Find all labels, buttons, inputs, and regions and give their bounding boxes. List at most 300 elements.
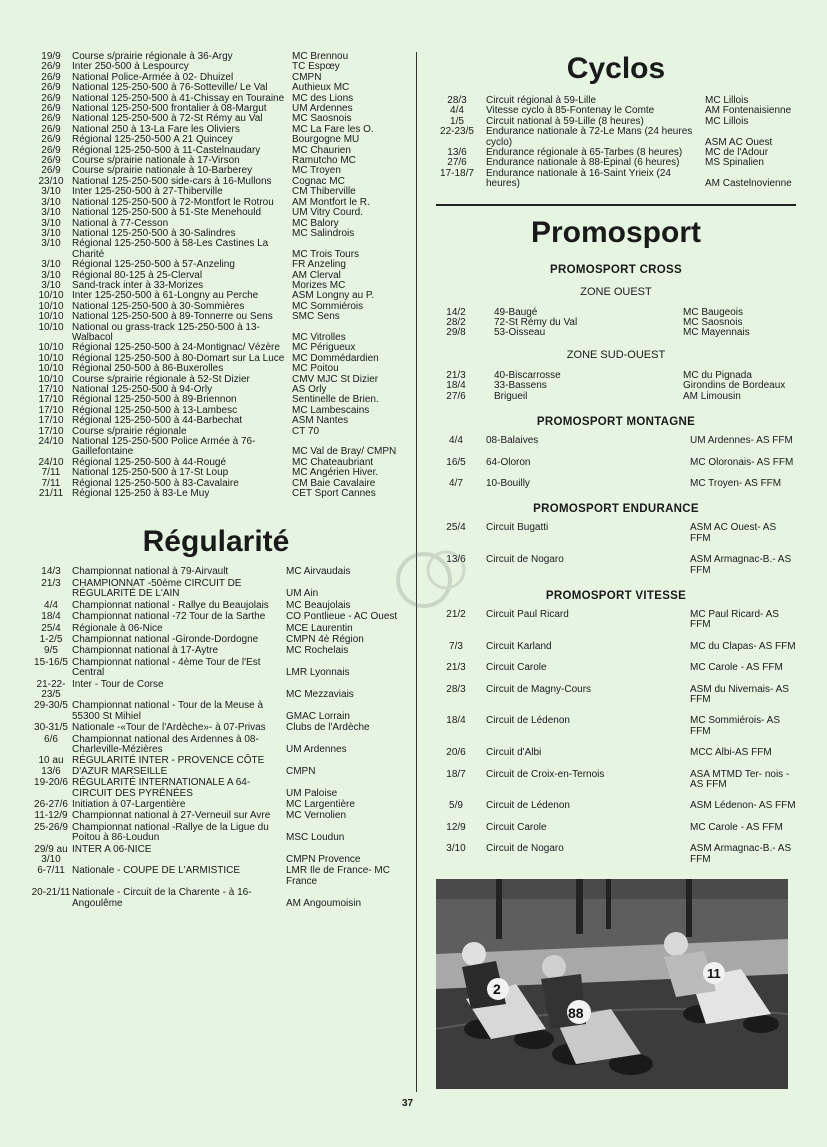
event-club: Authieux MC [292,82,350,94]
event-description: Course s/prairie nationale à 17-Virson [72,155,240,167]
event-club: MC Baugeois [683,306,744,318]
event-description: Inter 250-500 à Lespourcy [72,61,189,73]
event-description: Circuit de Nogaro [486,843,564,855]
event-club: ASM Armagnac-B.- AS FFM [690,843,792,865]
event-date: 3/10 [446,843,466,855]
event-description: National 125-250-500 à 94-Orly [72,384,213,395]
event-description: Championnat national -Gironde-Dordogne [72,633,259,645]
promosport-row [436,392,796,402]
event-description: Régional 125-250-500 à 58-Les Castines La Charité [72,238,269,260]
event-date: 24/10 [38,456,64,468]
event-club: Morizes MC [292,279,346,291]
event-date: 10/10 [38,373,64,385]
event-date: 19-20/6 [34,777,68,789]
event-date: 26/9 [41,103,61,115]
event-date: 26/9 [41,155,61,167]
event-date: 14/2 [446,306,466,318]
promosport-row [436,610,796,631]
vitesse-list [436,610,796,865]
event-description: National 125-250-500 à 72-St Rémy au Val [72,113,263,125]
event-date: 24/10 [38,436,64,448]
event-date: 27/6 [446,390,466,402]
event-description: Inter 125-250-500 à 27-Thiberville [72,186,223,198]
event-date: 29/9 au 3/10 [34,843,68,866]
event-club: Bourgogne MU [292,134,360,146]
promosport-row [436,328,796,338]
event-description: National 125-250-500 à 89-Tonnerre ou Sens [72,311,273,323]
course-row [30,239,402,260]
regularite-row [30,888,402,909]
promosport-title: Promosport [530,215,701,249]
event-description: Régional 125-250-500 à 13-Lambesc [72,404,238,416]
event-club: Ramutcho MC [292,155,356,167]
event-description: National 125-250-500 side-cars à 16-Mullons [72,175,272,187]
event-club: AM Clerval [292,269,341,281]
event-club: MC Val de Bray/ CMPN [292,446,397,458]
courses-list [30,52,402,499]
regularite-row [30,567,402,577]
event-description: Nationale -«Tour de l'Ardèche»- à 07-Privas [72,722,266,734]
event-date: 10/10 [38,321,64,333]
regularite-row [30,579,402,600]
event-club: MC Troyen [292,165,341,177]
event-description: Circuit Carole [486,662,547,674]
event-description: Circuit national à 59-Lille (8 heures) [486,115,644,127]
event-description: Course s/prairie régionale [72,425,187,437]
event-description: Vitesse cyclo à 85-Fontenay le Comte [486,105,655,117]
event-date: 3/10 [41,207,61,219]
promosport-row [436,663,796,673]
event-club: AM Angoumoisin [286,897,362,909]
event-date: 21/3 [41,577,61,589]
event-date: 21/2 [446,608,466,620]
event-club: MC Mayennais [683,327,750,339]
event-description: Championnat national à 17-Aytre [72,645,219,657]
event-description: Régional 125-250-500 à 24-Montignac/ Vézère [72,342,280,354]
regularite-row [30,845,402,866]
event-date: 6-7/11 [37,865,65,877]
cyclos-row [436,169,796,190]
event-date: 21/11 [38,488,64,500]
endurance-list [436,523,796,576]
event-club: CT 70 [292,425,320,437]
event-description: Circuit de Lédenon [486,715,570,727]
event-date: 3/10 [41,217,61,229]
race-photo [436,879,788,1089]
promosport-row [436,844,796,865]
event-description: Championnat national - 4ème Tour de l'Est Central [72,656,261,679]
event-club: CO Pontlieue - AC Ouest [286,611,398,623]
regularite-list [30,567,402,909]
event-club: CET Sport Cannes [292,488,376,500]
event-date: 17/10 [38,425,64,437]
course-row [30,323,402,344]
promosport-row [436,801,796,811]
promosport-montagne-heading: PROMOSPORT MONTAGNE [536,416,696,429]
event-date: 19/9 [41,51,61,62]
course-row [30,312,402,322]
event-date: 1-2/5 [39,633,63,645]
event-club: MC Angérien Hiver. [292,467,379,479]
event-club: MC du Clapas- AS FFM [690,640,796,652]
event-date: 23/10 [38,175,64,187]
bike-number-label: 11 [707,966,721,982]
event-club: MS Spinalien [705,157,764,169]
event-date: 10/10 [38,363,64,375]
regularite-row [30,800,402,810]
event-description: Circuit Carole [486,821,547,833]
promosport-row [436,555,796,576]
event-club: FR Anzeling [292,259,346,271]
event-club: MC du Pignada [683,369,752,381]
event-club: MC Vitrolles [292,331,346,343]
event-club: AM Montfort le R. [292,196,370,208]
zone-sud-ouest-list [436,371,796,402]
event-club: MC Salindrois [292,227,355,239]
event-description: National 125-250-500 à 30-Sommières [72,300,245,312]
promosport-row [436,523,796,544]
event-date: 28/2 [446,317,466,329]
event-description: 10-Bouilly [486,477,530,489]
course-row [30,437,402,458]
event-club: MC Trois Tours [292,248,360,260]
event-date: 21-22-23/5 [36,678,66,700]
event-club: UM Vitry Courd. [292,207,363,219]
event-club: ASM Lédenon- AS FFM [690,800,796,812]
event-club: MC Chateaubriant [292,456,374,468]
event-date: 4/4 [450,105,464,117]
event-description: Circuit de Lédenon [486,800,570,812]
regularite-row [30,612,402,622]
course-row [30,489,402,499]
event-description: National Police-Armée à 02- Dhuizel [72,71,234,83]
event-description: Régional 125-250-500 à 44-Rougé [72,456,227,468]
event-date: 26/9 [41,61,61,73]
left-column [30,52,402,910]
event-date: 26/9 [41,82,61,94]
event-description: Régional 125-250-500 à 57-Anzeling [72,259,235,271]
event-date: 17/10 [38,415,64,427]
event-description: Circuit de Croix-en-Ternois [486,768,605,780]
event-club: MC Oloronais- AS FFM [690,456,794,468]
event-club: ASM AC Ouest [705,136,773,148]
event-date: 3/10 [41,259,61,271]
event-date: 4/4 [44,599,58,611]
event-description: Endurance nationale à 16-Saint Yrieix (24 heures) [486,167,671,190]
regularite-row [30,680,402,701]
event-date: 26/9 [41,113,61,125]
event-date: 3/10 [41,196,61,208]
event-date: 21/3 [446,369,466,381]
event-date: 10/10 [38,311,64,323]
event-date: 25-26/9 [34,821,68,833]
section-divider [436,204,796,206]
event-date: 3/10 [41,279,61,291]
event-description: Course s/prairie régionale à 52-St Dizier [72,373,250,385]
promosport-row [436,308,796,318]
event-description: 49-Baugé [494,306,538,318]
event-description: Championnat national à 79-Airvault [72,566,229,578]
cyclos-list [436,96,796,190]
race-photo-illustration [436,879,788,1089]
event-description: Circuit de Nogaro [486,554,564,566]
event-description: Championnat national à 27-Verneuil sur Avre [72,810,271,822]
event-description: National 125-250-500 frontalier à 08-Margut [72,103,267,115]
event-description: National à 77-Cesson [72,217,169,229]
event-date: 7/11 [41,467,61,479]
event-date: 4/7 [449,477,463,489]
event-club: ASM du Nivernais- AS FFM [690,683,789,705]
event-description: National 125-250-500 à 76-Sotteville/ Le Val [72,82,268,94]
event-date: 13/6 [446,554,466,566]
event-date: 10/10 [38,290,64,302]
event-club: UM Paloise [286,787,338,799]
right-column [436,52,796,1089]
event-description: Sand-track inter à 33-Morizes [72,279,204,291]
regularite-row [30,866,402,887]
event-date: 10/10 [38,300,64,312]
event-club: MC Vernolien [286,810,347,822]
event-date: 4/4 [449,435,463,447]
event-description: Régionale à 06-Nice [72,622,163,634]
event-club: MC de l'Adour [705,147,769,159]
promosport-row [436,381,796,391]
event-date: 26/9 [41,92,61,104]
event-description: CHAMPIONNAT -50ème CIRCUIT DE RÉGULARITÉ DE L'AIN [72,577,242,600]
event-club: MC Lillois [705,95,749,106]
event-description: National 125-250-500 à 51-Ste Menehould [72,207,262,219]
event-date: 18/4 [41,611,61,623]
event-club: CM Thiberville [292,186,356,198]
event-club: GMAC Lorrain [286,710,350,722]
event-description: 08-Balaives [486,435,539,447]
event-description: Endurance nationale à 88-Épinal (6 heures) [486,157,680,169]
promosport-vitesse-heading: PROMOSPORT VITESSE [545,589,687,602]
zone-ouest-heading: ZONE OUEST [580,285,652,298]
event-description: Régional 125-250-500 à 80-Domart sur La Luce [72,352,285,364]
event-date: 11-12/9 [34,810,68,822]
event-club: CM Baie Cavalaire [292,477,376,489]
event-date: 18/4 [446,380,466,392]
event-club: MC Lambescains [292,404,370,416]
event-club: MC Troyen- AS FFM [690,477,782,489]
course-row [30,260,402,270]
event-description: INTER A 06-NICE [72,843,152,855]
event-club: CMV MJC St Dizier [292,373,379,385]
regularite-title: Régularité [142,525,290,559]
event-club: CMPN 4è Région [286,633,364,645]
event-date: 3/10 [41,186,61,198]
regularite-row [30,635,402,645]
event-description: Course s/prairie nationale à 10-Barberey [72,165,253,177]
event-date: 3/10 [41,238,61,250]
event-club: MC Largentière [286,799,355,810]
event-description: Régional 125-250 à 83-Le Muy [72,488,210,500]
event-club: CMPN [292,71,322,83]
event-club: MCC Albi-AS FFM [690,747,772,759]
event-club: MSC Loudun [286,832,345,844]
event-description: National 125-250-500 à 30-Salindres [72,227,236,239]
event-description: 33-Bassens [494,380,547,392]
event-description: 64-Oloron [486,456,531,468]
event-description: Circuit Bugatti [486,522,549,534]
event-club: UM Ardennes- AS FFM [690,435,793,447]
event-club: MC Saosnois [292,113,352,125]
event-description: Régional 125-250-500 à 83-Cavalaire [72,477,239,489]
course-row [30,208,402,218]
event-club: ASM Nantes [292,415,349,427]
event-description: Endurance nationale à 72-Le Mans (24 heures cyclo) [486,126,693,148]
event-date: 1/5 [450,115,464,127]
event-description: Nationale - COUPE DE L'ARMISTICE [72,865,241,877]
event-date: 25/4 [446,522,466,534]
event-club: MC Balory [292,217,339,229]
event-date: 29-30/5 [34,700,68,712]
event-club: MC Poitou [292,363,339,375]
promosport-row [436,458,796,468]
regularite-row [30,658,402,679]
regularite-row [30,646,402,656]
event-date: 17-18/7 [440,167,474,179]
event-club: CMPN Provence [286,854,361,866]
event-club: AM Fontenaisienne [705,105,792,117]
event-date: 16/5 [446,456,466,468]
page-number: 37 [402,1098,414,1109]
event-club: MC Airvaudais [286,566,351,578]
regularite-row [30,735,402,756]
event-date: 3/10 [41,227,61,239]
event-date: 10 au 13/6 [38,755,64,777]
event-description: Circuit de Magny-Cours [486,683,592,695]
event-description: Championnat national -Rallye de la Ligue du Poitou à 86-Loudun [72,821,269,844]
event-club: MCE Laurentin [286,622,353,634]
event-date: 26/9 [41,134,61,146]
event-club: Clubs de l'Ardèche [286,722,370,734]
event-club: MC des Lions [292,92,354,104]
zone-ouest-list [436,308,796,339]
event-description: RÉGULARITÉ INTERNATIONALE A 64-CIRCUIT DES PYRÉNÉES [72,777,251,799]
event-club: MC Sommiérois [292,300,364,312]
promosport-row [436,748,796,758]
bike-number-label: 88 [568,1005,584,1022]
event-club: AS Orly [292,384,327,395]
event-club: MC Mezzaviais [286,688,354,700]
event-club: LMR Lyonnais [286,667,350,679]
montagne-list [436,436,796,489]
event-description: Inter 125-250-500 à 61-Longny au Perche [72,290,259,302]
event-date: 14/3 [41,566,61,578]
event-date: 12/9 [446,821,466,833]
regularite-row [30,811,402,821]
promosport-row [436,685,796,706]
event-date: 27/6 [447,157,467,169]
event-description: Régional 80-125 à 25-Clerval [72,269,203,281]
cyclos-title: Cyclos [566,52,666,85]
event-date: 17/10 [38,404,64,416]
event-description: RÉGULARITÉ INTER - PROVENCE CÔTE D'AZUR MARSEILLE [72,755,265,777]
event-club: UM Ardennes [292,103,353,115]
regularite-row [30,701,402,722]
event-club: LMR Ile de France- MC France [286,865,390,887]
event-date: 7/3 [449,640,463,652]
event-date: 29/8 [446,327,466,339]
event-club: MC Carole - AS FFM [690,821,783,833]
event-description: 53-Oisseau [494,327,546,339]
event-club: MC Brennou [292,51,349,62]
event-date: 15-16/5 [34,656,68,668]
event-date: 25/4 [41,622,61,634]
event-club: UM Ardennes [286,743,347,755]
event-description: Régional 125-250-500 A 21 Quincey [72,134,233,146]
event-club: Cognac MC [292,175,345,187]
event-description: National 250 à 13-La Fare les Oliviers [72,123,240,135]
event-description: Initiation à 07-Largentière [72,799,186,810]
event-date: 9/5 [44,645,58,657]
event-club: MC Périgueux [292,342,356,354]
event-date: 28/3 [446,683,466,695]
event-description: Championnat national - Rallye du Beaujolais [72,599,269,611]
event-club: MC Rochelais [286,645,349,657]
event-description: Championnat national -72 Tour de la Sarthe [72,611,266,623]
event-club: TC Espœy [292,61,340,73]
event-date: 26/9 [41,144,61,156]
event-club: ASM Longny au P. [292,290,375,302]
event-date: 5/9 [449,800,463,812]
event-description: Régional 125-250-500 à 89-Briennon [72,394,237,406]
event-description: Régional 250-500 à 86-Buxerolles [72,363,224,375]
event-club: CMPN [286,765,316,777]
event-date: 30-31/5 [34,722,68,734]
promosport-endurance-heading: PROMOSPORT ENDURANCE [533,503,699,516]
promosport-row [436,716,796,737]
promosport-row [436,436,796,446]
promosport-row [436,479,796,489]
event-date: 21/3 [446,662,466,674]
event-date: 18/7 [446,768,466,780]
regularite-row [30,601,402,611]
watermark-stamp [386,532,476,622]
event-description: National 125-250-500 à 41-Chissay en Touraine [72,92,285,104]
regularite-row [30,624,402,634]
event-description: Circuit d'Albi [486,747,542,759]
event-club: MC Paul Ricard- AS FFM [690,608,779,631]
regularite-row [30,723,402,733]
event-description: Course s/prairie régionale à 36-Argy [72,51,233,62]
event-club: MC Sommiérois- AS FFM [690,715,781,737]
cyclos-row [436,127,796,148]
event-club: Sentinelle de Brien. [292,394,379,406]
event-club: MC La Fare les O. [292,123,374,135]
event-date: 26/9 [41,165,61,177]
event-date: 20-21/11 [31,887,71,899]
event-description: National ou grass-track 125-250-500 à 13-Walbacol [72,321,260,343]
regularite-row [30,823,402,844]
regularite-row [30,756,402,777]
event-description: Nationale - Circuit de la Charente - à 16-Angoulême [72,887,252,909]
event-club: ASM AC Ouest- AS FFM [690,522,777,544]
event-description: National 125-250-500 à 72-Montfort le Rotrou [72,196,274,208]
event-club: AM Limousin [683,390,741,402]
event-date: 26-27/6 [34,799,68,810]
event-club: MC Chaurien [292,144,351,156]
event-date: 10/10 [38,352,64,364]
event-club: Girondins de Bordeaux [683,380,786,392]
promosport-row [436,823,796,833]
event-description: Régional 125-250-500 à 44-Barbechat [72,415,243,427]
event-description: Circuit Karland [486,640,552,652]
event-club: MC Carole - AS FFM [690,662,783,674]
event-club: AM Castelnovienne [705,178,792,190]
